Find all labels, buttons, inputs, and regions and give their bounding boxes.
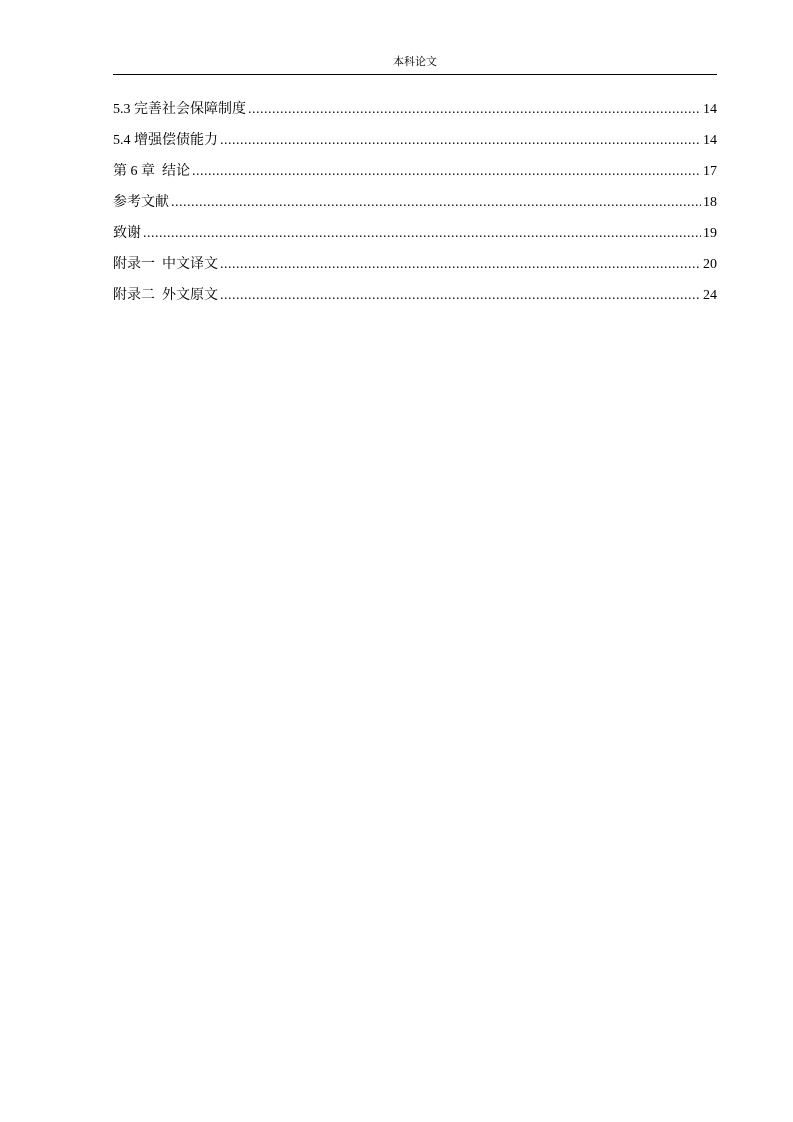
toc-entry-5-3[interactable] bbox=[113, 99, 717, 130]
toc-entry-acknowledgements[interactable] bbox=[113, 223, 717, 254]
page-header bbox=[113, 54, 717, 75]
toc-entry-page-number: 24 bbox=[703, 288, 717, 303]
toc-dot-leader bbox=[220, 285, 701, 307]
toc-entry-page-number: 14 bbox=[703, 133, 717, 148]
toc-entry-label: 参考文献 bbox=[113, 195, 169, 210]
toc-dot-leader bbox=[171, 192, 701, 214]
toc-entry-label: 附录二 外文原文 bbox=[113, 288, 218, 303]
toc-entry-chapter-6[interactable] bbox=[113, 161, 717, 192]
toc-entry-page-number: 20 bbox=[703, 257, 717, 272]
toc-entry-label: 5.3 完善社会保障制度 bbox=[113, 102, 246, 117]
toc-entry-page-number: 18 bbox=[703, 195, 717, 210]
toc-entry-page-number: 14 bbox=[703, 102, 717, 117]
toc-entry-appendix-2[interactable] bbox=[113, 285, 717, 316]
toc-entry-page-number: 17 bbox=[703, 164, 717, 179]
toc-entry-label: 第 6 章 结论 bbox=[113, 164, 190, 179]
toc-dot-leader bbox=[248, 99, 701, 121]
toc-entry-label: 附录一 中文译文 bbox=[113, 257, 218, 272]
toc-entry-references[interactable] bbox=[113, 192, 717, 223]
toc-dot-leader bbox=[220, 254, 701, 276]
toc-entry-label: 5.4 增强偿债能力 bbox=[113, 133, 218, 148]
page-header-title: 本科论文 bbox=[393, 56, 437, 68]
toc-entry-page-number: 19 bbox=[703, 226, 717, 241]
toc-dot-leader bbox=[143, 223, 701, 245]
toc-entry-appendix-1[interactable] bbox=[113, 254, 717, 285]
toc-entry-label: 致谢 bbox=[113, 226, 141, 241]
toc-dot-leader bbox=[220, 130, 701, 152]
table-of-contents bbox=[113, 99, 717, 316]
toc-entry-5-4[interactable] bbox=[113, 130, 717, 161]
toc-dot-leader bbox=[192, 161, 701, 183]
